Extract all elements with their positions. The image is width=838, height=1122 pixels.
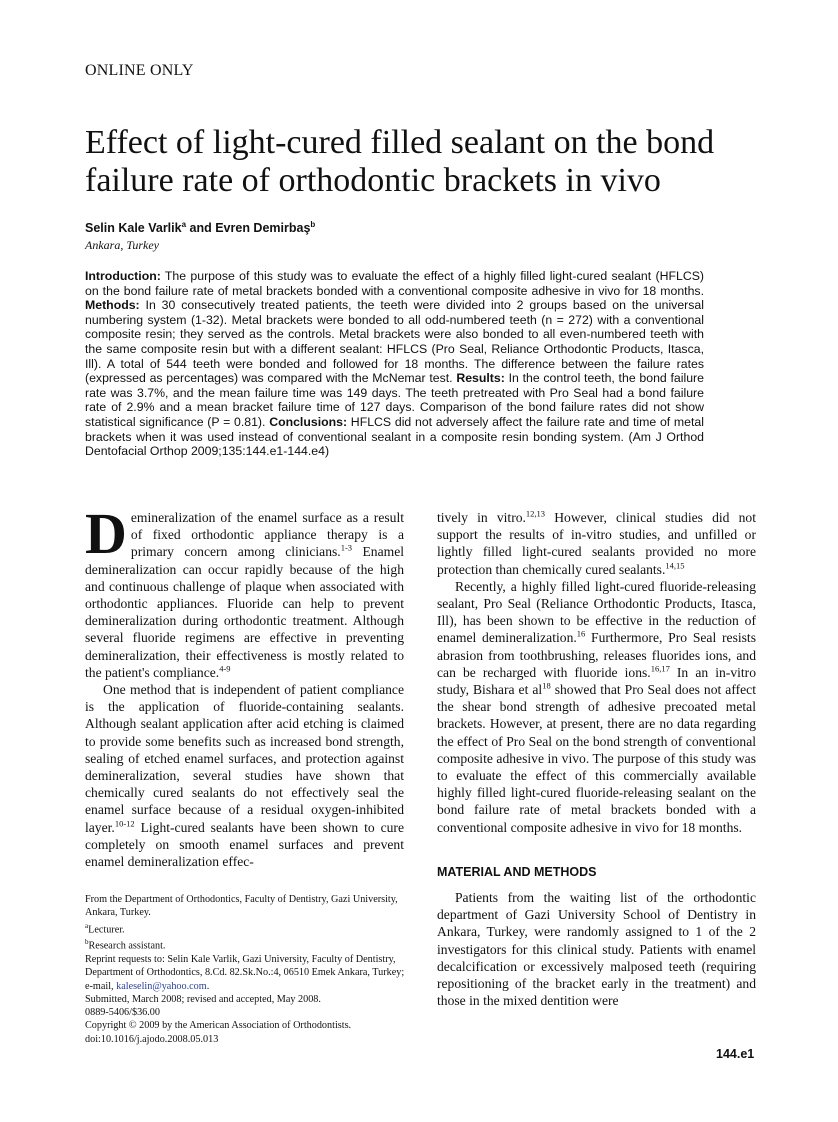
citation-reference: 1-3	[340, 542, 353, 553]
text-run: However, clinical studies did not support the results of in-vitro studies, and unfilled or lightly filled light-cured sealants provided no more protection than chemically cured sealants.	[437, 510, 756, 577]
text-run: Light-cured sealants have been shown to cure completely on smooth enamel surfaces and prevent enamel demineralization effec-	[85, 819, 404, 870]
article-title: Effect of light-cured filled sealant on the bond failure rate of orthodontic brackets in vivo	[85, 124, 715, 199]
affiliation: Ankara, Turkey.	[85, 907, 151, 919]
drop-cap: D	[85, 501, 127, 566]
footnote-research-assistant: Research assistant.	[88, 940, 166, 952]
doi: doi:10.1016/j.ajodo.2008.05.013	[85, 1033, 219, 1045]
text-run: Recently, a highly filled light-cured fluoride-releasing sealant, Pro Seal (Reliance Orthodontic Products, Itasca, Ill), has been shown to be effective in the reduction of enamel demineralization.	[437, 578, 756, 646]
paragraph	[437, 509, 756, 578]
text-run: In 30 consecutively treated patients, the teeth were divided into 2 groups based on the universal numbering system (1-32). Metal brackets were bonded to all odd-numbered teeth (n = 272) with a conventional composite resin; they served as the controls. Metal brackets were also bonded to all even-numbered teeth with the same composite resin but with a different sealant: HFLCS (Pro Seal, Reliance Orthodontic Products, Itasca, Ill). A total of 544 teeth were bonded and followed for 18 months. The difference between the failure rates (expressed as percentages) was compared with the McNemar test.	[85, 298, 704, 386]
body-column-right	[437, 509, 756, 1009]
email-period: .	[206, 980, 210, 992]
abstract	[85, 269, 704, 459]
footnote-marker: b	[85, 938, 89, 947]
footnote-lecturer: Lecturer.	[88, 923, 125, 935]
text-run: In the control teeth, the bond failure rate was 3.7%, and the mean failure time was 149 days. The teeth pretreated with Pro Seal had a bond failure rate of 2.9% and a mean bracket failure time of 127 days. Comparison of the bond failure rates did not show statistical significance (P = 0.81).	[85, 371, 704, 429]
author-affiliation-marker: a	[181, 220, 187, 229]
text-run: Furthermore, Pro Seal resists abrasion from toothbrushing, releases fluorides ions, and can be recharged with fluoride ions.	[437, 630, 756, 680]
abstract-section-label: Methods:	[85, 298, 140, 313]
reprint-requests: Reprint requests to: Selin Kale Varlik, Gazi University, Faculty of Dentistry,	[85, 953, 396, 965]
paragraph	[437, 889, 756, 1009]
text-run: In an in-vitro study, Bishara et al	[437, 664, 757, 698]
author-list	[85, 220, 315, 235]
abstract-section-label: Conclusions:	[269, 414, 348, 429]
author-affiliation-marker: b	[310, 220, 316, 229]
footnotes	[85, 893, 405, 1046]
email-label: e-mail,	[85, 980, 117, 992]
page-number: 144.e1	[716, 1047, 755, 1061]
author-location: Ankara, Turkey	[85, 238, 159, 252]
section-label: ONLINE ONLY	[85, 62, 194, 79]
citation-reference: 14,15	[665, 560, 685, 571]
paragraph	[437, 578, 756, 836]
issn: 0889-5406/$36.00	[85, 1007, 160, 1019]
citation-reference: 18	[542, 680, 551, 691]
copyright: Copyright © 2009 by the American Association of Orthodontists.	[85, 1020, 352, 1032]
footnote-marker: a	[85, 921, 89, 930]
text-run: The purpose of this study was to evaluate the effect of a highly filled light-cured sealant (HFLCS) on the bond failure rate of metal brackets bonded with a conventional composite adhesive in vivo for 18 months.	[85, 269, 704, 298]
abstract-section-label: Introduction:	[85, 269, 161, 283]
email-link[interactable]: kaleselin@yahoo.com	[116, 980, 207, 992]
body-column-left	[85, 501, 405, 870]
affiliation: From the Department of Orthodontics, Faculty of Dentistry, Gazi University,	[85, 894, 398, 905]
text-run: Enamel demineralization can occur rapidly because of the high and continuous challenge of plaque when associated with orthodontic appliances. Fluoride can help to prevent demineralization during orthodontic treatment. Although several fluoride regimens are effective in preventing demineralization, their effectiveness is mostly related to the patient's compliance.	[85, 544, 405, 680]
paragraph	[85, 681, 404, 870]
author-joiner: and	[186, 221, 216, 236]
citation-reference: 12,13	[525, 508, 546, 519]
abstract-section-label: Results:	[456, 371, 505, 386]
author-name: Selin Kale Varlik	[85, 221, 182, 236]
citation-reference: 10-12	[114, 818, 135, 829]
text-run: One method that is independent of patient compliance is the application of fluoride-containing sealants. Although sealant application after acid etching is claimed to provide some benefits such as increased bond strength, sealing of etched enamel surfaces, and protection against demineralization, several studies have shown that chemically cured sealants do not effectively seal the enamel surface because of a residual oxygen-inhibited layer.	[85, 682, 404, 835]
text-run: emineralization of the enamel surface as a result of fixed orthodontic appliance therapy is a primary concern among clinicians.	[130, 510, 404, 560]
author-name: Evren Demirbaş	[215, 221, 311, 236]
reprint-address: Department of Orthodontics, 8.Cd. 82.Sk.No.:4, 06510 Emek Ankara, Turkey;	[85, 967, 405, 979]
text-run: HFLCS did not adversely affect the failure rate and time of metal brackets when it was used instead of conventional sealant in a composite resin bonding system. (Am J Orthod Dentofacial Orthop 2009;135:144.e1-144.e4)	[85, 414, 704, 459]
citation-reference: 4-9	[219, 663, 231, 674]
submission-dates: Submitted, March 2008; revised and accepted, May 2008.	[85, 993, 321, 1005]
text-run: tively in vitro.	[437, 510, 526, 525]
citation-reference: 16	[576, 628, 586, 639]
paragraph	[85, 501, 405, 681]
text-run: Patients from the waiting list of the orthodontic department of Gazi University School of Dentistry in Ankara, Turkey, were randomly assigned to 1 of the 2 investigators for this clinical study. Patients with enamel decalcification or excessively malposed teeth (requiring repositioning of the bracket early in the treatment) and those in the mixed dentition were	[437, 890, 756, 1009]
section-heading: MATERIAL AND METHODS	[437, 864, 597, 879]
text-run: showed that Pro Seal does not affect the shear bond strength of adhesive precoated metal brackets. However, at present, there are no data regarding the effect of Pro Seal on the bond strength of conventional composite adhesive in vivo. The purpose of this study was to evaluate the effect of this commercially available highly filled light-cured fluoride-releasing sealant on the bond failure rate of metal brackets bonded with a conventional composite adhesive in vivo for 18 months.	[437, 682, 756, 835]
citation-reference: 16,17	[650, 663, 670, 674]
